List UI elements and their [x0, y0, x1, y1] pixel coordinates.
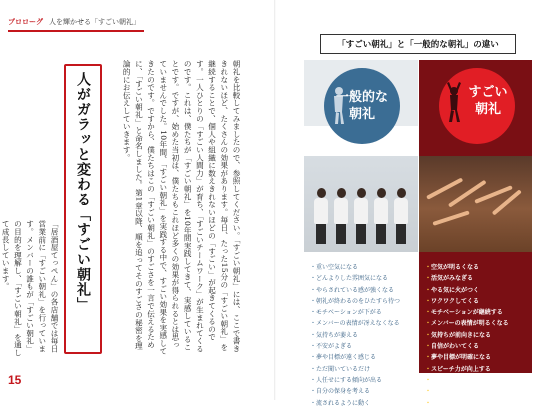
list-item: ・ 不安がよぎる	[310, 341, 400, 352]
list-item: ・ 活気がみなぎる	[425, 273, 515, 284]
header-chapter: プロローグ	[8, 18, 43, 26]
list-item: ・ 流されるように動く	[310, 398, 400, 409]
ordinary-photo	[304, 156, 418, 252]
section-heading-box	[58, 64, 108, 354]
person-figure	[394, 188, 408, 244]
ordinary-list	[310, 262, 400, 409]
person-figure	[334, 188, 348, 244]
list-item: ・ ただ聞いているだけ	[310, 364, 400, 375]
list-item: ・ 働くことの意義と価値を高める	[425, 398, 515, 409]
left-page	[0, 0, 276, 400]
list-item: ・ メンバーの表情が冴えなくなる	[310, 318, 400, 329]
list-item: ・ スピーチ力が向上する	[425, 364, 515, 375]
person-figure	[374, 188, 388, 244]
great-label	[461, 84, 515, 118]
great-list	[425, 262, 515, 409]
list-item: ・ モチベーションが継続する	[425, 307, 515, 318]
header-title: 人を輝かせる「すごい朝礼」	[49, 18, 140, 26]
great-label-line1: すごい	[468, 85, 508, 100]
ordinary-header	[304, 60, 418, 126]
list-item: ・ 責任感が強くなる	[425, 386, 515, 397]
great-photo	[419, 156, 532, 252]
body-text-sub: 「居酒屋てっぺん」の各店舗では毎日営業前に「すごい朝礼」を行っています。メンバーの誰もが「すごい朝礼」の目的を理解し、「すごい朝礼」を通して成長しています。	[1, 220, 59, 357]
ordinary-column	[304, 60, 418, 407]
ordinary-label-line2: 朝礼	[348, 107, 375, 122]
body-text-main: 朝礼を比較してみましたので、参照してください。「すごい朝礼」には、ここで書ききれないほど、たくさんの効果があります。毎日、たった15分の「すごい朝礼」を継続することで、個人や組織に数えきれないほどの「すごい」が起きてくるのです。一人ひとりの「すごい人間力」が育ち、「すごいチームワーク」が生まれてくるのです。これは、僕たちが「すごい朝礼」を10年間実践してきて、実感していることです。ですが、始めた当初は、僕たちもこれほど多くの効果が得られるとは思っていませんでした。10年間、「すごい朝礼」を実践する中で、すごい効果を実感してきたのです。ですから、僕たちはこの「すごい朝礼」のすごさを一言で伝えるために、「すごい朝礼」と命名しました。第1章以降、順を追ってそのすごさの秘密を理論的にお伝えしていきます。	[122, 60, 241, 355]
list-item: ・ 重い空気になる	[310, 262, 400, 273]
ordinary-badge	[324, 68, 400, 144]
list-item: ・ メンバーの表情が明るくなる	[425, 318, 515, 329]
list-item: ・ 夢や目標が遠く感じる	[310, 352, 400, 363]
list-item: ・ ワクワクしてくる	[425, 296, 515, 307]
header-rule	[8, 30, 144, 32]
list-item: ・ 朝礼が終わるのをひたすら待つ	[310, 296, 400, 307]
page-number: 15	[8, 373, 22, 387]
list-item: ・ モチベーションが下がる	[310, 307, 400, 318]
list-item: ・ チームワークが良くなる	[425, 375, 515, 386]
ordinary-label-line1: 一般的な	[335, 90, 388, 105]
list-item: ・ 気持ちが前向きになる	[425, 330, 515, 341]
list-item: ・ 夢や目標が明確になる	[425, 352, 515, 363]
list-item: ・ やる気に火がつく	[425, 285, 515, 296]
running-header	[8, 14, 140, 30]
person-figure	[314, 188, 328, 244]
list-item: ・ どんよりした雰囲気になる	[310, 273, 400, 284]
list-item: ・ 自分の保身を考える	[310, 386, 400, 397]
great-label-line2: 朝礼	[474, 102, 501, 117]
list-item: ・ 空気が明るくなる	[425, 262, 515, 273]
list-item: ・ やらされている感が強くなる	[310, 285, 400, 296]
list-item: ・ 自信がわいてくる	[425, 341, 515, 352]
list-item: ・ 人任せにする傾向が出る	[310, 375, 400, 386]
raised-arm	[432, 210, 469, 226]
comparison-title: 「すごい朝礼」と「一般的な朝礼」の違い	[320, 34, 516, 54]
great-header	[419, 60, 532, 126]
section-heading: 人がガラッと変わる「すごい朝礼」	[75, 72, 91, 312]
great-badge	[439, 68, 515, 144]
person-figure	[354, 188, 368, 244]
ordinary-label	[324, 89, 400, 123]
great-column	[419, 60, 532, 407]
list-item: ・ 気持ちが萎える	[310, 330, 400, 341]
